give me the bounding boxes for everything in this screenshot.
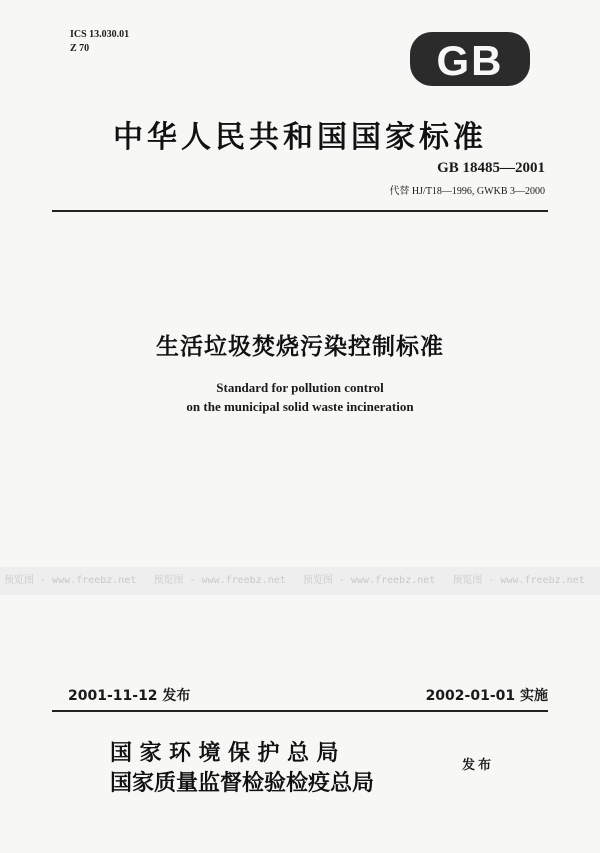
watermark-text: 预览图 - www.freebz.net [452, 575, 585, 586]
national-standard-title: 中华人民共和国国家标准 [113, 120, 487, 155]
gb-logo-text: GB [436, 37, 504, 84]
watermark-text: 预览图 - www.freebz.net [153, 575, 286, 586]
issue-date: 2001-11-12 发布 [68, 688, 191, 704]
issued-label: 发布 [462, 758, 495, 773]
watermark-band [0, 567, 600, 595]
replaces-note: 代替 HJ/T18—1996, GWKB 3—2000 [389, 186, 545, 197]
issuer-line-1: 国家环境保护总局 [110, 741, 347, 766]
implementation-date: 2002-01-01 实施 [425, 688, 548, 704]
english-title-line-1: Standard for pollution control [216, 380, 384, 395]
standard-number: GB 18485—2001 [437, 160, 545, 176]
watermark-text: 预览图 - www.freebz.net [4, 575, 137, 586]
english-title-line-2: on the municipal solid waste incineration [186, 399, 414, 414]
bottom-divider [52, 710, 548, 712]
chinese-title: 生活垃圾焚烧污染控制标准 [156, 334, 444, 360]
ics-code: ICS 13.030.01 [70, 29, 130, 40]
watermark-text: 预览图 - www.freebz.net [302, 575, 436, 586]
top-divider [52, 210, 548, 212]
issuer-line-2: 国家质量监督检验检疫总局 [110, 771, 375, 796]
classification-code: Z 70 [70, 43, 90, 54]
gb-logo [408, 30, 532, 88]
